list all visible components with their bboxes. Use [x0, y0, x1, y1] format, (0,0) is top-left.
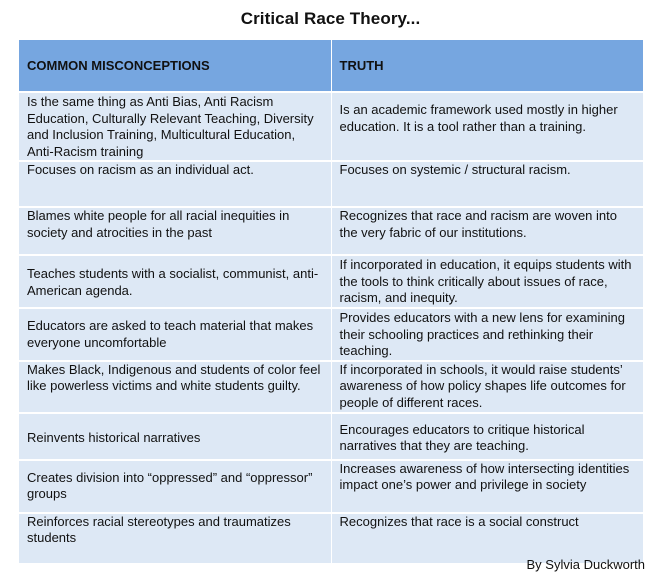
table-row — [19, 413, 643, 460]
misconception-cell: Reinforces racial stereotypes and traumatizes students — [19, 513, 331, 563]
misconception-cell: Focuses on racism as an individual act. — [19, 161, 331, 207]
header-truth: TRUTH — [331, 40, 643, 92]
truth-cell: If incorporated in education, it equips students with the tools to think critically about issues of race, racism, and inequity. — [331, 255, 643, 308]
truth-cell: Focuses on systemic / structural racism. — [331, 161, 643, 207]
truth-cell: Recognizes that race is a social construct — [331, 513, 643, 563]
table-row — [19, 460, 643, 513]
truth-cell: Encourages educators to critique historical narratives that they are teaching. — [331, 413, 643, 460]
misconception-cell: Reinvents historical narratives — [19, 413, 331, 460]
misconceptions-table — [19, 40, 643, 563]
misconception-cell: Creates division into “oppressed” and “oppressor” groups — [19, 460, 331, 513]
truth-cell: Is an academic framework used mostly in higher education. It is a tool rather than a training. — [331, 92, 643, 161]
truth-cell: If incorporated in schools, it would raise students’ awareness of how policy shapes life outcomes for people of different races. — [331, 361, 643, 413]
misconception-cell: Makes Black, Indigenous and students of color feel like powerless victims and white students guilty. — [19, 361, 331, 413]
table-row — [19, 207, 643, 255]
table-row — [19, 513, 643, 563]
page-title: Critical Race Theory... — [240, 9, 421, 28]
table-row — [19, 361, 643, 413]
table-row — [19, 255, 643, 308]
author-credit: By Sylvia Duckworth — [526, 557, 645, 572]
truth-cell: Increases awareness of how intersecting identities impact one’s power and privilege in society — [331, 460, 643, 513]
misconception-cell: Educators are asked to teach material that makes everyone uncomfortable — [19, 308, 331, 361]
header-misconceptions: COMMON MISCONCEPTIONS — [19, 40, 331, 92]
misconception-cell: Teaches students with a socialist, communist, anti-American agenda. — [19, 255, 331, 308]
misconception-cell: Blames white people for all racial inequities in society and atrocities in the past — [19, 207, 331, 255]
table-row — [19, 161, 643, 207]
truth-cell: Provides educators with a new lens for examining their schooling practices and rethinking their teaching. — [331, 308, 643, 361]
truth-cell: Recognizes that race and racism are woven into the very fabric of our institutions. — [331, 207, 643, 255]
table-row — [19, 92, 643, 161]
table-header-row — [19, 40, 643, 92]
misconception-cell: Is the same thing as Anti Bias, Anti Racism Education, Culturally Relevant Teaching, Diversity and Inclusion Training, Multicultural Education, Anti-Racism training — [19, 92, 331, 161]
table-row — [19, 308, 643, 361]
